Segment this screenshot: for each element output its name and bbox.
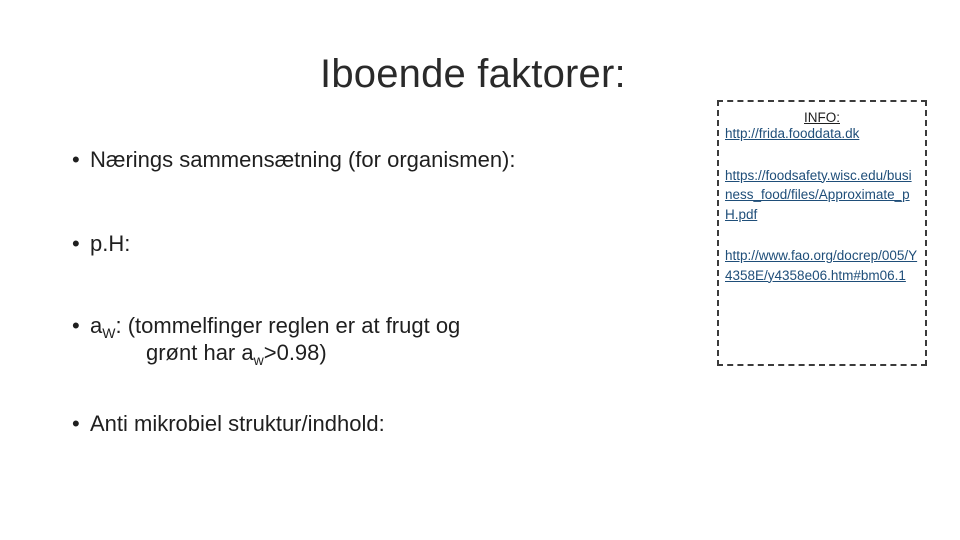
info-box (717, 100, 927, 366)
bullet-text: Anti mikrobiel struktur/indhold: (90, 411, 385, 436)
bullet-text: p.H: (90, 231, 131, 256)
info-heading: INFO: (804, 110, 840, 125)
bullet-dot: • (72, 313, 80, 338)
bullet-dot: • (72, 231, 80, 256)
line2-end: >0.98) (263, 340, 327, 365)
line2-subscript: w (253, 352, 264, 368)
line2-start: grønt har a (146, 340, 254, 365)
bullet-ph (72, 230, 130, 257)
bullet-dot: • (72, 411, 80, 436)
bullet-text: Nærings sammensætning (for organismen): (90, 147, 516, 172)
aw-subscript: W (102, 325, 116, 341)
bullet-dot: • (72, 147, 80, 172)
bullet-water-activity (72, 312, 460, 366)
bullet-nutrient-composition (72, 146, 516, 173)
bullet-text-line1: : (tommelfinger reglen er at frugt og (115, 313, 461, 338)
link-frida-fooddata[interactable]: http://frida.fooddata.dk (725, 126, 860, 141)
slide-title: Iboende faktorer: (320, 52, 626, 96)
link-foodsafety-wisc[interactable]: https://foodsafety.wisc.edu/business_food/files/Approximate_pH.pdf (725, 167, 912, 222)
bullet-antimicrobial (72, 410, 385, 437)
link-fao-docrep[interactable]: http://www.fao.org/docrep/005/Y4358E/y4358e06.htm#bm06.1 (725, 248, 918, 283)
aw-symbol: a (90, 313, 103, 338)
bullet-text-line2 (72, 339, 460, 366)
